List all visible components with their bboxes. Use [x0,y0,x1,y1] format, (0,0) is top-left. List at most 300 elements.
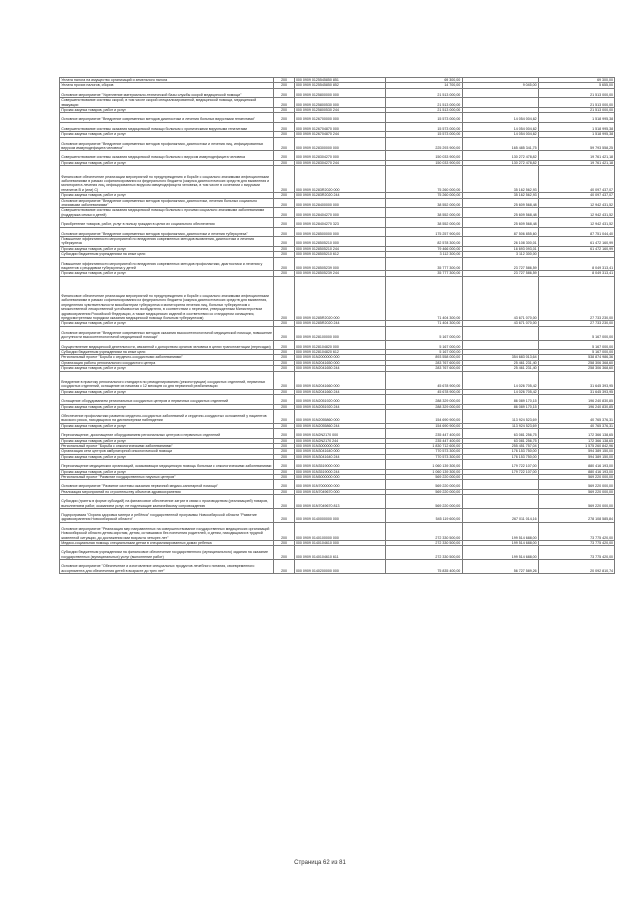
row-kbk-cell: 000 0909 01285R2020 000 [294,276,385,321]
row-name-cell: Организация сети центров амбулаторной онкологической помощи [60,449,274,454]
row-remaining-cell: 27 733 230,00 [538,276,614,321]
row-kbk-cell: 000 0909 0128100000 000 [294,326,385,340]
row-kbk-cell: 000 0909 0125800530 000 [294,98,385,108]
row-approved-cell: 35 777 300,00 [386,257,462,271]
row-approved-cell: 1 060 139 300,00 [386,469,462,474]
row-remaining-cell: 69 300,00 [538,78,614,83]
row-name-cell: Прочая закупка товаров, работ и услуг [60,321,274,326]
row-remaining-cell: 5 167 000,00 [538,326,614,340]
row-kbk-cell: 000 0909 0125800000 000 [294,88,385,97]
row-executed-cell: 86 089 170,15 [462,404,538,409]
row-remaining-cell: 569 220 000,00 [538,475,614,480]
page-footer: Страница 62 из 81 [294,860,346,866]
row-name-cell: Основное мероприятие "Развитие системы оказания первичной медико-санитарной помощи" [60,480,274,489]
row-code-cell: 200 [274,366,294,371]
row-executed-cell: 43 671 070,00 [462,321,538,326]
row-code-cell: 200 [274,546,294,560]
row-remaining-cell: 8 049 313,41 [538,257,614,271]
row-remaining-cell: 12 942 431,52 [538,198,614,208]
row-kbk-cell: 000 0909 01N2041660 000 [294,371,385,389]
row-kbk-cell: 000 0909 0128304270 000 [294,151,385,160]
row-executed-cell: 25 461 231,40 [462,366,538,371]
row-name-cell: Обеспечение профилактики развития сердечно-сосудистых заболеваний и сердечно-сосудистых осложнений у пациентов высокого риска, находящихся на диспансерном наблюдении [60,410,274,424]
row-code-cell: 200 [274,166,294,193]
row-kbk-cell: 000 0909 01N7049670 813 [294,495,385,509]
row-code-cell: 200 [274,78,294,83]
row-remaining-cell: 40 765 376,31 [538,410,614,424]
row-remaining-cell: 61 472 160,99 [538,246,614,251]
row-approved-cell: 545 119 600,00 [386,509,462,523]
row-name-cell: Основное мероприятие "Укрепление материально-технической базы службы скорой медицинской помощи" [60,88,274,97]
row-code-cell: 200 [274,193,294,198]
row-remaining-cell: 278 108 585,84 [538,509,614,523]
row-remaining-cell: 880 416 193,00 [538,460,614,469]
row-executed-cell: 267 011 014,16 [462,509,538,523]
row-approved-cell: 21 513 000,00 [386,88,462,97]
row-kbk-cell: 000 0909 0128505239 244 [294,271,385,276]
table-row [60,546,615,560]
row-approved-cell: 75 260 000,00 [386,166,462,193]
row-remaining-cell: 27 733 230,00 [538,321,614,326]
row-name-cell: Оснащение оборудованием региональных сосудистых центров и первичных сосудистых отделений [60,395,274,404]
row-approved-cell: 235 447 400,00 [386,438,462,443]
row-approved-cell: 5 167 000,00 [386,326,462,340]
table-row [60,541,615,546]
row-remaining-cell: 40 765 376,31 [538,423,614,428]
row-remaining-cell: 1 575 260 842,96 [538,444,614,449]
row-name-cell: Прочая закупка товаров, работ и услуг [60,454,274,459]
row-remaining-cell: 87 751 044,40 [538,227,614,236]
table-row [60,227,615,236]
row-executed-cell: 35 162 562,93 [462,193,538,198]
row-kbk-cell: 000 0909 0125800530 244 [294,108,385,113]
row-approved-cell: 283 767 600,00 [386,360,462,365]
row-remaining-cell: 594 389 150,00 [538,454,614,459]
row-code-cell: 200 [274,541,294,546]
row-executed-cell: 176 153 750,00 [462,449,538,454]
row-approved-cell: 569 220 000,00 [386,480,462,489]
row-executed-cell: 113 924 523,69 [462,410,538,424]
row-code-cell: 200 [274,389,294,394]
row-executed-cell: 14 026 705,42 [462,389,538,394]
row-code-cell: 200 [274,237,294,247]
row-name-cell: Прочая закупка товаров, работ и услуг [60,193,274,198]
row-executed-cell: 179 722 107,00 [462,469,538,474]
row-approved-cell: 5 167 000,00 [386,350,462,355]
table-row [60,360,615,365]
row-code-cell: 200 [274,449,294,454]
row-executed-cell: 63 081 256,75 [462,438,538,443]
row-name-cell: Совершенствование системы оказания медицинской помощи больным с хроническими вирусными гепатитами [60,122,274,131]
row-code-cell: 200 [274,469,294,474]
row-executed-cell: 16 693 093,01 [462,246,538,251]
row-kbk-cell: 000 0909 0126704870 000 [294,122,385,131]
row-approved-cell: 283 767 600,00 [386,366,462,371]
row-remaining-cell: 569 220 000,00 [538,489,614,494]
row-code-cell: 200 [274,480,294,489]
row-code-cell: 200 [274,98,294,108]
row-approved-cell: 225 293 900,00 [386,137,462,151]
row-code-cell: 200 [274,522,294,540]
row-code-cell: 200 [274,151,294,160]
row-name-cell: Основное мероприятие "Внедрение современных методов профилактики, диагностики и лечения лиц, инфицированных вирусом иммунодефицита человека" [60,137,274,151]
row-executed-cell [462,480,538,489]
row-approved-cell: 1 830 712 600,00 [386,444,462,449]
row-kbk-cell: 000 0909 0125545850 851 [294,78,385,83]
row-code-cell: 200 [274,410,294,424]
row-executed-cell [462,340,538,349]
row-name-cell: Уплата прочих налогов, сборов [60,83,274,88]
table-row [60,208,615,218]
row-kbk-cell: 000 0909 0140100000 000 [294,522,385,540]
table-row [60,257,615,271]
row-executed-cell: 354 683 013,64 [462,355,538,360]
row-executed-cell: 23 727 586,59 [462,271,538,276]
row-approved-cell: 71 404 300,00 [386,276,462,321]
row-remaining-cell: 20 092 810,74 [538,560,614,574]
row-approved-cell: 1 060 139 300,00 [386,460,462,469]
row-remaining-cell: 538 874 986,36 [538,355,614,360]
row-code-cell: 200 [274,438,294,443]
row-executed-cell [462,326,538,340]
row-name-cell: Переоснащение медицинских организаций, оказывающих медицинскую помощь больным с онкологическими заболеваниями [60,460,274,469]
row-approved-cell: 45 678 900,00 [386,371,462,389]
row-kbk-cell: 000 0909 01N3041640 000 [294,449,385,454]
row-approved-cell: 893 558 000,00 [386,355,462,360]
row-executed-cell: 9 045,00 [462,83,538,88]
table-row [60,480,615,489]
row-executed-cell: 14 054 004,62 [462,122,538,131]
row-code-cell: 200 [274,252,294,257]
row-executed-cell: 86 089 170,15 [462,395,538,404]
row-code-cell: 200 [274,395,294,404]
row-executed-cell: 23 727 586,59 [462,257,538,271]
row-executed-cell: 25 461 231,40 [462,360,538,365]
row-remaining-cell: 73 775 420,00 [538,522,614,540]
row-remaining-cell: 40 097 437,07 [538,166,614,193]
row-code-cell: 200 [274,160,294,165]
table-row [60,122,615,131]
row-name-cell: Приобретение товаров, работ, услуг в пользу граждан в целях их социального обеспечения [60,218,274,227]
row-kbk-cell: 000 0909 0128505239 000 [294,257,385,271]
row-approved-cell: 14 700,00 [386,83,462,88]
table-row [60,98,615,108]
row-kbk-cell: 000 0909 0140104610 000 [294,541,385,546]
table-row [60,429,615,438]
row-remaining-cell: 12 942 431,52 [538,218,614,227]
row-approved-cell: 154 690 900,00 [386,423,462,428]
row-approved-cell: 770 573 300,00 [386,449,462,454]
row-approved-cell: 272 330 500,00 [386,546,462,560]
table-row [60,88,615,97]
row-executed-cell: 199 514 688,00 [462,522,538,540]
row-approved-cell: 175 257 900,00 [386,227,462,236]
row-executed-cell: 3 112 300,00 [462,252,538,257]
table-row [60,509,615,523]
row-executed-cell: 130 272 478,82 [462,160,538,165]
row-kbk-cell: 000 0909 01N3041640 244 [294,454,385,459]
table-row [60,276,615,321]
row-name-cell: Совершенствование системы оказания медицинской помощи больным с прочими социально значимыми заболеваниями (поддержка семьи и детей) [60,208,274,218]
row-remaining-cell: 5 655,00 [538,83,614,88]
row-code-cell: 200 [274,560,294,574]
row-approved-cell: 82 578 300,00 [386,237,462,247]
row-executed-cell [462,98,538,108]
row-name-cell: Прочая закупка товаров, работ и услуг [60,160,274,165]
table-row [60,444,615,449]
row-executed-cell: 63 081 256,75 [462,429,538,438]
row-approved-cell: 3 112 300,00 [386,252,462,257]
row-name-cell: Прочая закупка товаров, работ и услуг [60,132,274,137]
row-approved-cell: 150 033 900,00 [386,160,462,165]
row-kbk-cell: 000 0909 01N2000000 000 [294,355,385,360]
row-name-cell: Субсидии (гранты в форме субсидий) на финансовое обеспечение затрат в связи с производством (реализацией) товаров, выполнением работ, оказанием услуг, не подлежащие казначейскому сопровождению [60,495,274,509]
row-code-cell: 200 [274,271,294,276]
row-executed-cell [462,88,538,97]
row-name-cell: Субсидии бюджетным учреждениям на иные цели [60,252,274,257]
row-executed-cell: 14 026 705,42 [462,371,538,389]
row-remaining-cell: 31 645 393,95 [538,389,614,394]
row-approved-cell: 770 573 300,00 [386,454,462,459]
row-code-cell: 200 [274,460,294,469]
row-executed-cell: 25 609 568,48 [462,208,538,218]
row-kbk-cell: 000 0909 01N2041660 244 [294,389,385,394]
row-code-cell: 200 [274,444,294,449]
row-kbk-cell: 000 0909 01283R2020 244 [294,193,385,198]
row-remaining-cell: 5 167 000,00 [538,340,614,349]
row-remaining-cell: 21 513 000,00 [538,88,614,97]
row-kbk-cell: 000 0909 0128300000 000 [294,137,385,151]
row-remaining-cell: 61 472 160,99 [538,237,614,247]
row-code-cell: 200 [274,132,294,137]
row-remaining-cell: 19 761 421,18 [538,160,614,165]
row-executed-cell: 130 272 478,82 [462,151,538,160]
row-name-cell: Основное мероприятие "Внедрение современных методов оказания высокотехнологичной медицинской помощи, повышение доступности высокотехнологичной медицинской помощи" [60,326,274,340]
row-name-cell: Подпрограмма "Охрана здоровья матери и ребёнка" государственной программы Новосибирской области "Развитие здравоохранения Новосибирской области" [60,509,274,523]
row-kbk-cell: 000 0909 01N2N2170 244 [294,438,385,443]
row-code-cell: 200 [274,198,294,208]
row-kbk-cell: 000 0909 01283R2020 000 [294,166,385,193]
table-row [60,166,615,193]
row-approved-cell: 75 835 400,00 [386,560,462,574]
row-code-cell: 200 [274,246,294,251]
row-remaining-cell: 8 049 313,41 [538,271,614,276]
row-name-cell: Региональный проект "Развитие государственных научных центров" [60,475,274,480]
row-executed-cell: 26 108 300,01 [462,237,538,247]
row-executed-cell: 25 609 568,48 [462,198,538,208]
table-row [60,237,615,247]
row-kbk-cell: 000 0909 0128404270 000 [294,208,385,218]
row-name-cell: Субсидии бюджетным учреждениям на финансовое обеспечение государственного (муниципального) задания на оказание государственных (муниципальных) услуг (выполнение работ) [60,546,274,560]
table-row [60,560,615,574]
table-row [60,395,615,404]
row-remaining-cell: 1 518 995,38 [538,122,614,131]
row-executed-cell: 255 451 757,04 [462,444,538,449]
row-kbk-cell: 000 0909 0128505210 000 [294,237,385,247]
row-approved-cell: 79 466 000,00 [386,246,462,251]
row-kbk-cell: 000 0909 0140000000 000 [294,509,385,523]
row-name-cell: Прочая закупка товаров, работ и услуг [60,469,274,474]
row-kbk-cell: 000 0909 0128400000 000 [294,198,385,208]
row-approved-cell: 69 300,00 [386,78,462,83]
row-name-cell: Прочая закупка товаров, работ и услуг [60,366,274,371]
row-remaining-cell: 1 518 995,38 [538,113,614,122]
row-code-cell: 200 [274,326,294,340]
row-name-cell: Прочая закупка товаров, работ и услуг [60,404,274,409]
row-name-cell: Внедрение в практику регионального стандарта по ремоделированию (реконструкции) сосудистых отделений, первичных сосудистых отделений, оснащение их начиная с 12 месяцев со дня первичной реабилитации [60,371,274,389]
row-executed-cell: 14 054 004,62 [462,113,538,122]
row-kbk-cell: 000 0909 0126704870 244 [294,132,385,137]
row-remaining-cell: 196 240 830,85 [538,404,614,409]
table-row [60,460,615,469]
row-remaining-cell: 172 366 138,65 [538,429,614,438]
row-executed-cell: 113 924 523,69 [462,423,538,428]
row-kbk-cell: 000 0909 01N2041650 244 [294,366,385,371]
row-remaining-cell: 258 306 368,60 [538,360,614,365]
row-approved-cell: 154 690 900,00 [386,410,462,424]
table-row [60,151,615,160]
row-name-cell: Совершенствование системы скорой, в том числе скорой специализированной, медицинской помощи, медицинской эвакуации [60,98,274,108]
row-kbk-cell: 000 0909 0128104820 000 [294,340,385,349]
row-code-cell: 200 [274,208,294,218]
row-code-cell: 200 [274,122,294,131]
row-kbk-cell: 000 0909 0128505210 612 [294,252,385,257]
row-approved-cell: 38 552 000,00 [386,218,462,227]
row-name-cell: Реализация мероприятий по строительству объектов здравоохранения [60,489,274,494]
row-code-cell: 200 [274,137,294,151]
row-code-cell: 200 [274,108,294,113]
row-approved-cell: 15 573 000,00 [386,132,462,137]
row-code-cell: 200 [274,88,294,97]
row-kbk-cell: 000 0909 0140104610 611 [294,546,385,560]
row-executed-cell: 199 514 688,00 [462,546,538,560]
row-approved-cell: 5 167 000,00 [386,340,462,349]
row-name-cell: Повышение эффективности мероприятий по внедрению современных методов профилактики, диагностики и лечения у пациентов с рецидивом туберкулеза у детей [60,257,274,271]
row-code-cell: 200 [274,509,294,523]
row-approved-cell: 569 220 000,00 [386,489,462,494]
row-name-cell: Прочая закупка товаров, работ и услуг [60,271,274,276]
row-approved-cell: 272 330 500,00 [386,522,462,540]
row-approved-cell: 150 033 900,00 [386,151,462,160]
row-name-cell: Прочая закупка товаров, работ и услуг [60,389,274,394]
row-executed-cell [462,495,538,509]
row-remaining-cell: 59 793 558,25 [538,137,614,151]
row-code-cell: 200 [274,475,294,480]
row-name-cell: Организация работы регионального сосудистого центра [60,360,274,365]
row-approved-cell: 35 777 300,00 [386,271,462,276]
table-row [60,198,615,208]
row-name-cell: Уплата налога на имущество организаций и земельного налога [60,78,274,83]
row-executed-cell: 199 514 688,00 [462,541,538,546]
row-executed-cell: 25 609 568,48 [462,218,538,227]
row-code-cell: 200 [274,429,294,438]
row-kbk-cell: 000 0909 0126700000 000 [294,113,385,122]
row-code-cell: 200 [274,423,294,428]
row-name-cell: Прочая закупка товаров, работ и услуг [60,438,274,443]
table-row [60,410,615,424]
table-row [60,495,615,509]
row-code-cell: 200 [274,371,294,389]
row-approved-cell: 569 220 000,00 [386,475,462,480]
row-name-cell: Основное мероприятие "Внедрение современных методов диагностики и лечения больных вирусными гепатитами" [60,113,274,122]
row-remaining-cell: 1 518 995,38 [538,132,614,137]
row-code-cell: 200 [274,489,294,494]
row-name-cell: Региональный проект "Борьба с онкологическими заболеваниями" [60,444,274,449]
row-approved-cell: 272 330 500,00 [386,541,462,546]
row-name-cell: Повышение эффективности мероприятий по внедрению современных методов выявления, диагностики и лечения туберкулеза [60,237,274,247]
row-executed-cell: 43 671 070,00 [462,276,538,321]
row-kbk-cell: 000 0909 0140200000 000 [294,560,385,574]
row-kbk-cell: 000 0909 01N7049670 000 [294,489,385,494]
row-approved-cell: 288 329 000,00 [386,404,462,409]
row-kbk-cell: 000 0909 01285R2020 244 [294,321,385,326]
row-kbk-cell: 000 0909 0125545850 852 [294,83,385,88]
row-approved-cell: 21 513 000,00 [386,98,462,108]
table-row [60,113,615,122]
row-code-cell: 200 [274,340,294,349]
row-code-cell: 200 [274,350,294,355]
row-kbk-cell: 000 0909 01N2041650 000 [294,360,385,365]
row-remaining-cell: 73 775 420,00 [538,546,614,560]
row-executed-cell: 87 506 855,60 [462,227,538,236]
row-code-cell: 200 [274,404,294,409]
row-remaining-cell: 880 416 193,00 [538,469,614,474]
row-remaining-cell: 31 645 393,95 [538,371,614,389]
table-row [60,326,615,340]
row-remaining-cell: 196 240 830,85 [538,395,614,404]
row-kbk-cell: 000 0909 01N3519000 244 [294,469,385,474]
row-kbk-cell: 000 0909 0128500000 000 [294,227,385,236]
row-remaining-cell: 172 366 138,65 [538,438,614,443]
row-kbk-cell: 000 0909 0128304270 244 [294,160,385,165]
row-code-cell: 200 [274,83,294,88]
row-code-cell: 200 [274,218,294,227]
row-executed-cell: 165 485 341,75 [462,137,538,151]
row-approved-cell: 45 678 900,00 [386,389,462,394]
row-name-cell: Финансовое обеспечение реализации мероприятий по предупреждению и борьбе с социально значимыми инфекционными заболеваниями в рамках софинансирования из федерального бюджета (закупка диагностических средств для выявления и мониторинга лечения лиц, инфицированных вирусом иммунодефицита человека, в том числе в сочетании с вирусами гепатитов В и (или) С) [60,166,274,193]
row-kbk-cell: 000 0909 01N2051920 244 [294,404,385,409]
row-code-cell: 200 [274,360,294,365]
row-remaining-cell: 569 220 000,00 [538,480,614,489]
row-approved-cell: 38 552 000,00 [386,208,462,218]
table-row [60,449,615,454]
row-name-cell: Основное мероприятие "Реализация мер направленных на совершенствование государственных медицинских организаций Новосибирской области детям-сиротам, детям, оставшимся без попечения родителей, и детям, находящимся в трудной жизненной ситуации, до достижения ими возраста четырех лет" [60,522,274,540]
row-kbk-cell: 000 0909 01N2055860 244 [294,423,385,428]
row-approved-cell: 38 552 000,00 [386,198,462,208]
row-code-cell: 200 [274,276,294,321]
row-name-cell: Основное мероприятие "Обеспечение и изготовление специальных продуктов лечебного питания, своевременного ассортимента для обеспечения детей в возрасте до трех лет" [60,560,274,574]
row-name-cell: Медико-социальная помощь специальными детям в специализированных домах ребенка [60,541,274,546]
row-executed-cell: 14 054 004,62 [462,132,538,137]
row-approved-cell: 569 220 000,00 [386,495,462,509]
row-approved-cell: 235 447 400,00 [386,429,462,438]
table-row [60,522,615,540]
row-name-cell: Переоснащение, дооснащение оборудованием региональных центров и первичных отделений [60,429,274,438]
row-executed-cell: 35 162 562,93 [462,166,538,193]
row-remaining-cell: 258 306 368,60 [538,366,614,371]
table-row [60,218,615,227]
row-name-cell: Основное мероприятие "Внедрение современных методов профилактики, диагностики и лечения туберкулеза" [60,227,274,236]
row-kbk-cell: 000 0909 0128104820 612 [294,350,385,355]
row-approved-cell: 21 513 000,00 [386,108,462,113]
row-remaining-cell: 73 775 420,00 [538,541,614,546]
row-remaining-cell: 40 097 437,07 [538,193,614,198]
row-executed-cell: 176 153 750,00 [462,454,538,459]
row-remaining-cell: 21 513 000,00 [538,98,614,108]
row-kbk-cell: 000 0909 01N5000000 000 [294,475,385,480]
row-approved-cell: 75 260 000,00 [386,193,462,198]
row-code-cell: 200 [274,257,294,271]
